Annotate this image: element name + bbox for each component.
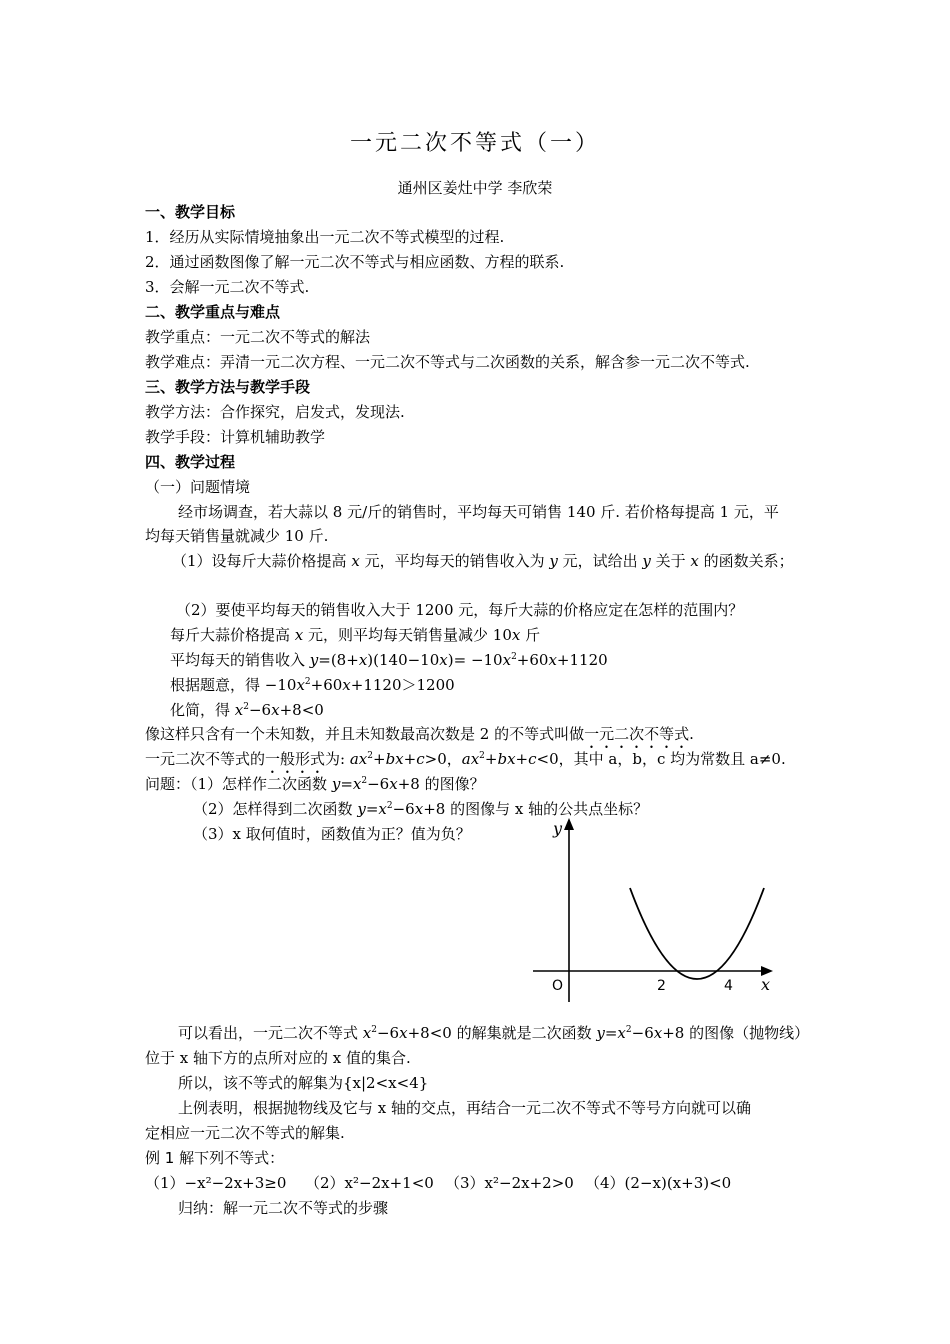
conclusion: 定相应一元二次不等式的解集. bbox=[145, 1124, 345, 1142]
conclusion: 位于 x 轴下方的点所对应的 x 值的集合. bbox=[145, 1049, 411, 1067]
general-form: 一元二次不等式的一般形式为: $ax^2+bx+c>0$，$ax^2+bx+c<0$，其中 a，b，c 均为常数且 a≠0. bbox=[145, 750, 786, 768]
tick-label-4: 4 bbox=[724, 978, 733, 994]
goal-item: 2．通过函数图像了解一元二次不等式与相应函数、方程的联系. bbox=[145, 253, 565, 271]
problem-text: 均每天销售量就减少 10 斤. bbox=[145, 527, 329, 545]
parabola-curve bbox=[630, 888, 764, 979]
conclusion: 可以看出，一元二次不等式 $x^2-6x+8<0$ 的解集就是二次函数 $y=x^2-6x+8$ 的图像（抛物线） bbox=[178, 1024, 810, 1042]
y-axis-label: y bbox=[553, 819, 563, 838]
teaching-method: 教学方法：合作探究，启发式，发现法. bbox=[145, 403, 405, 421]
question-c: （3）x 取何值时，函数值为正？值为负？ bbox=[193, 825, 471, 843]
example-item: （2）x²−2x+1<0 bbox=[305, 1174, 434, 1192]
subsection-problem: （一）问题情境 bbox=[145, 478, 251, 496]
definition-term: 一元二次不等式 bbox=[584, 725, 690, 743]
question-b: （2）怎样得到二次函数 $y=x^2-6x+8$ 的图像与 x 轴的公共点坐标？ bbox=[193, 800, 649, 818]
section-heading-goals: 一、教学目标 bbox=[145, 203, 236, 221]
general-form-term: 一般形式 bbox=[265, 750, 326, 768]
section-heading-focus: 二、教学重点与难点 bbox=[145, 303, 281, 321]
solution-step: 平均每天的销售收入 $y=(8+x)(140-10x)= -10x^2+60x+1120$ bbox=[170, 651, 608, 669]
example-item: （3）x²−2x+2>0 bbox=[445, 1174, 574, 1192]
question-2: （2）要使平均每天的销售收入大于 1200 元，每斤大蒜的价格应定在怎样的范围内？ bbox=[176, 601, 744, 619]
example-title: 例 1 解下列不等式： bbox=[145, 1149, 285, 1167]
parabola-graph bbox=[525, 812, 785, 1012]
goal-item: 1．经历从实际情境抽象出一元二次不等式模型的过程. bbox=[145, 228, 505, 246]
solution-set: 所以，该不等式的解集为{x|2<x<4} bbox=[178, 1074, 429, 1092]
question-1: （1）设每斤大蒜价格提高 x 元，平均每天的销售收入为 y 元，试给出 y 关于 x 的函数关系； bbox=[172, 552, 794, 570]
summary: 归纳：解一元二次不等式的步骤 bbox=[178, 1199, 389, 1217]
conclusion: 上例表明，根据抛物线及它与 x 轴的交点，再结合一元二次不等式不等号方向就可以确 bbox=[178, 1099, 751, 1117]
solution-step: 化简，得 $x^2-6x+8<0$ bbox=[170, 701, 324, 719]
question-a: 问题：（1）怎样作二次函数 $y=x^2-6x+8$ 的图像？ bbox=[145, 775, 485, 793]
page-title: 一元二次不等式（一） bbox=[349, 131, 600, 156]
example-item: （4）(2−x)(x+3)<0 bbox=[585, 1174, 732, 1192]
tick-label-2: 2 bbox=[657, 978, 666, 994]
problem-text: 经市场调查，若大蒜以 8 元/斤的销售时，平均每天可销售 140 斤. 若价格每提高 1 元，平 bbox=[178, 503, 779, 521]
definition: 像这样只含有一个未知数，并且未知数最高次数是 2 的不等式叫做一元二次不等式. bbox=[145, 725, 694, 743]
teaching-difficulty: 教学难点：弄清一元二次方程、一元二次不等式与二次函数的关系，解含参一元二次不等式. bbox=[145, 353, 750, 371]
solution-step: 每斤大蒜价格提高 x 元，则平均每天销售量减少 10x 斤 bbox=[170, 626, 541, 644]
goal-item: 3．会解一元二次不等式. bbox=[145, 278, 310, 296]
y-axis-arrow-icon bbox=[564, 818, 574, 830]
x-axis-label: x bbox=[761, 975, 771, 994]
section-heading-process: 四、教学过程 bbox=[145, 453, 236, 471]
teaching-focus: 教学重点：一元二次不等式的解法 bbox=[145, 328, 371, 346]
origin-label: O bbox=[552, 978, 564, 994]
example-item: （1）−x²−2x+3≥0 bbox=[145, 1174, 287, 1192]
example-items bbox=[145, 1172, 731, 1194]
author: 通州区姜灶中学 李欣荣 bbox=[397, 179, 553, 197]
teaching-means: 教学手段：计算机辅助教学 bbox=[145, 428, 326, 446]
section-heading-methods: 三、教学方法与教学手段 bbox=[145, 378, 311, 396]
solution-step: 根据题意，得 $-10x^2+60x+1120>1200$ bbox=[170, 676, 455, 694]
